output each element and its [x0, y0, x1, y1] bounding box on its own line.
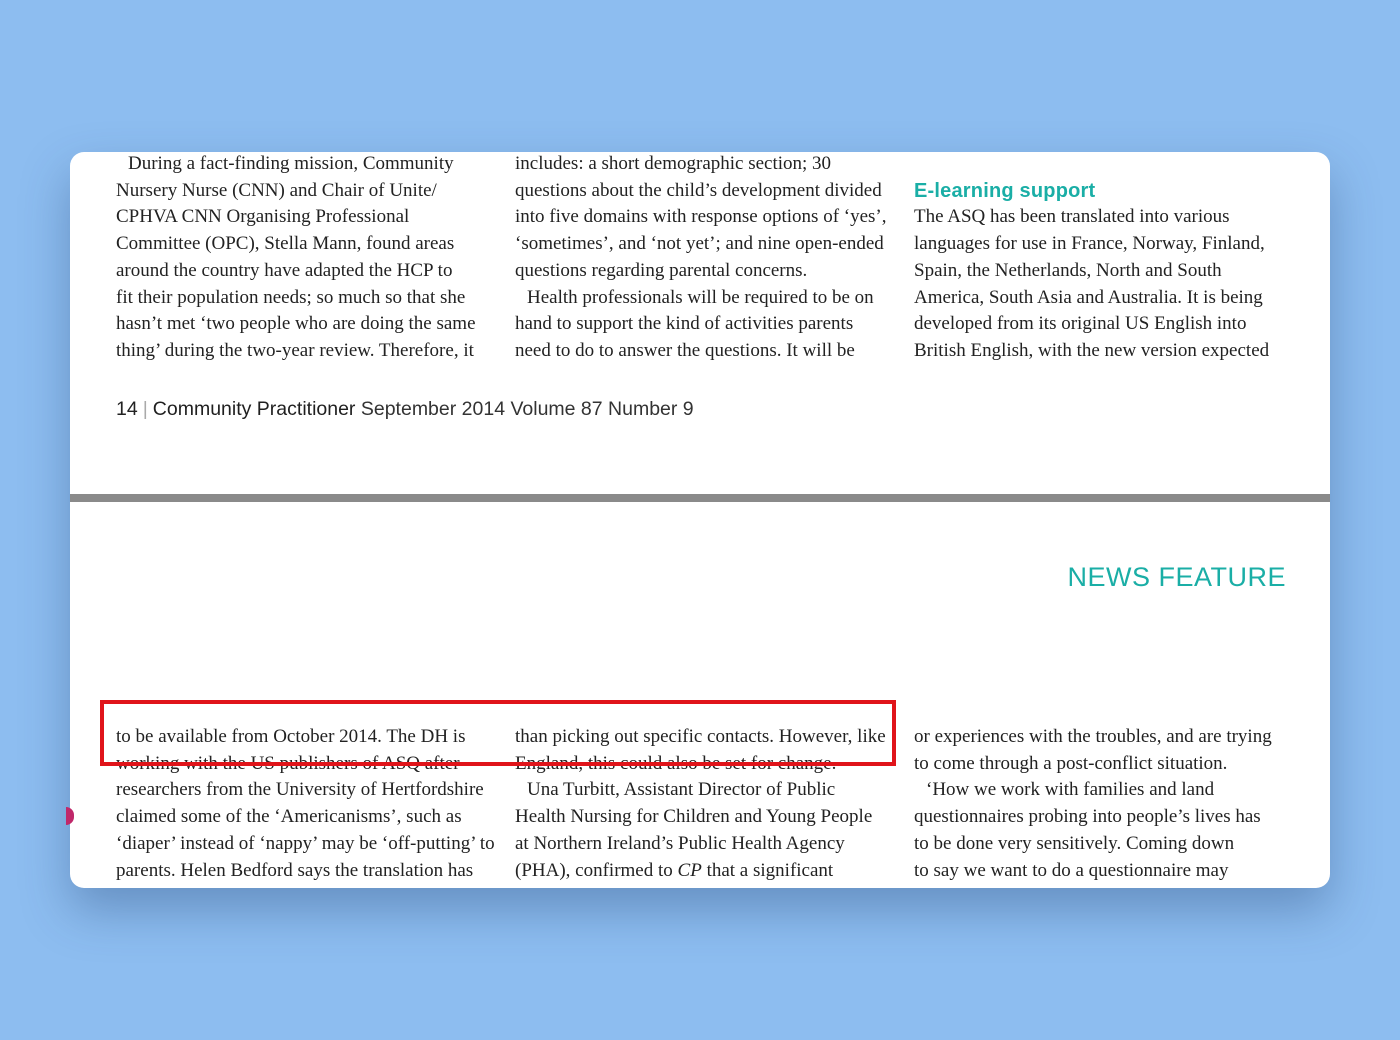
- text-line: questions about the child’s development divided: [515, 179, 882, 201]
- news-feature-label: NEWS FEATURE: [1067, 562, 1286, 592]
- text-line: or experiences with the troubles, and are trying: [914, 726, 1272, 747]
- page-number: 14: [116, 398, 138, 420]
- bottom-column-3: [914, 724, 1304, 884]
- text-segment: (PHA), confirmed to: [515, 859, 678, 881]
- footer-separator: |: [142, 398, 148, 420]
- text-segment: that a significant: [701, 859, 834, 881]
- text-line: America, South Asia and Australia. It is being: [914, 286, 1263, 308]
- text-line: Committee (OPC), Stella Mann, found areas: [116, 233, 455, 255]
- text-line: Health professionals will be required to be on: [527, 286, 874, 308]
- text-line: The ASQ has been translated into various: [914, 206, 1230, 228]
- text-line: During a fact-finding mission, Community: [128, 153, 454, 174]
- text-line: CPHVA CNN Organising Professional: [116, 206, 410, 228]
- page-footer: [116, 398, 694, 421]
- text-line: to be done very sensitively. Coming down: [914, 832, 1235, 854]
- top-column-2: [515, 152, 905, 365]
- text-line: includes: a short demographic section; 30: [515, 153, 832, 174]
- text-line: hand to support the kind of activities parents: [515, 313, 854, 335]
- text-line: fit their population needs; so much so that she: [116, 286, 466, 308]
- text-line: ‘diaper’ instead of ‘nappy’ may be ‘off-putting’ to: [116, 832, 495, 854]
- text-line: [515, 858, 905, 885]
- text-line: ‘sometimes’, and ‘not yet’; and nine open-ended: [515, 233, 884, 255]
- magazine-title: Community Practitioner: [152, 398, 356, 420]
- text-line: need to do to answer the questions. It will be: [515, 339, 855, 361]
- text-line: British English, with the new version expected: [914, 339, 1270, 361]
- text-line: Spain, the Netherlands, North and South: [914, 259, 1222, 281]
- page-divider: [70, 494, 1330, 502]
- text-line: to come through a post-conflict situation.: [914, 752, 1228, 774]
- top-column-3: [914, 152, 1304, 365]
- section-heading: E-learning support: [914, 179, 1096, 202]
- text-line: parents. Helen Bedford says the translation has: [116, 859, 474, 881]
- text-line: developed from its original US English into: [914, 313, 1247, 335]
- text-line: to say we want to do a questionnaire may: [914, 859, 1229, 881]
- text-line: around the country have adapted the HCP to: [116, 259, 453, 281]
- text-line: claimed some of the ‘Americanisms’, such as: [116, 806, 462, 828]
- text-line: questionnaires probing into people’s lives has: [914, 806, 1261, 828]
- text-line: England, this could also be set for change.: [515, 752, 837, 774]
- top-column-1: [116, 152, 506, 365]
- text-line: questions regarding parental concerns.: [515, 259, 808, 281]
- highlighted-line: to be available from October 2014. The DH is: [116, 726, 466, 747]
- document-card: [70, 152, 1330, 888]
- text-line: into five domains with response options of ‘yes’,: [515, 206, 887, 228]
- text-line: working with the US publishers of ASQ after: [116, 752, 460, 774]
- text-line: ‘How we work with families and land: [926, 779, 1215, 801]
- text-line: Nursery Nurse (CNN) and Chair of Unite/: [116, 179, 437, 201]
- text-line: thing’ during the two-year review. Therefore, it: [116, 339, 474, 361]
- text-line: at Northern Ireland’s Public Health Agency: [515, 832, 845, 854]
- text-line: researchers from the University of Hertfordshire: [116, 779, 484, 801]
- italic-text: CP: [677, 859, 702, 881]
- text-line: hasn’t met ‘two people who are doing the same: [116, 313, 476, 335]
- text-line: languages for use in France, Norway, Finland,: [914, 233, 1265, 255]
- issue-info: September 2014 Volume 87 Number 9: [360, 398, 694, 420]
- text-line: Una Turbitt, Assistant Director of Public: [527, 779, 836, 801]
- highlighted-line: than picking out specific contacts. However, like: [515, 726, 886, 747]
- text-line: Health Nursing for Children and Young People: [515, 806, 873, 828]
- highlight-box: [100, 700, 896, 766]
